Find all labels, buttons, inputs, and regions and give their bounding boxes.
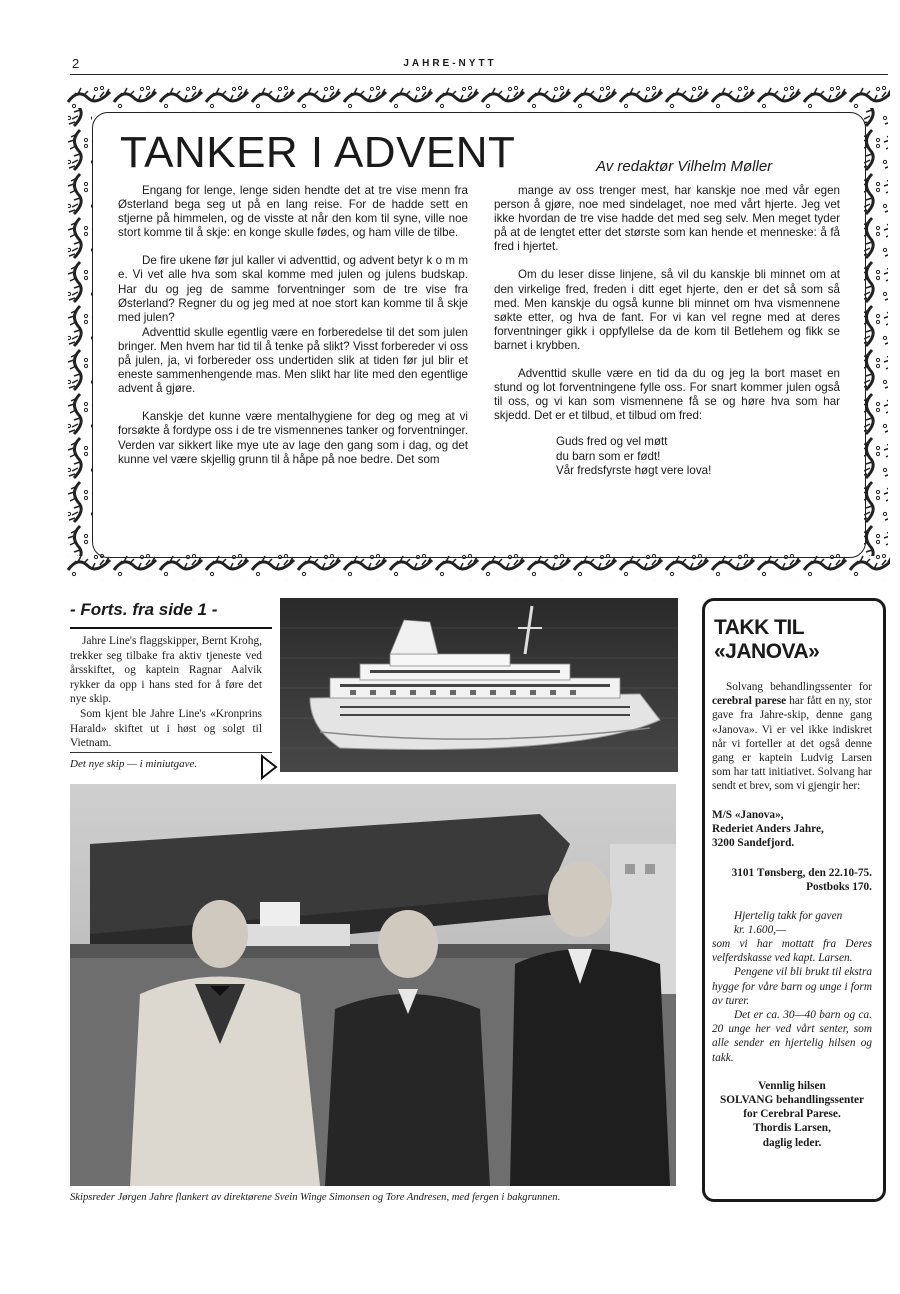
verse-line: Vår fredsfyrste høgt vere lova! <box>556 464 712 478</box>
signature-line: daglig leder. <box>762 1136 822 1149</box>
letter-signature <box>712 1079 872 1150</box>
continued-heading: - Forts. fra side 1 - <box>70 600 218 619</box>
group-photo-image <box>70 784 676 1186</box>
letter-amount: kr. 1.600,— <box>734 923 787 936</box>
date-line: Postboks 170. <box>806 881 872 894</box>
continued-text <box>70 634 262 751</box>
article-byline: Av redaktør Vilhelm Møller <box>596 158 773 175</box>
signature-line: Vennlig hilsen <box>758 1079 826 1092</box>
address-line: 3200 Sandefjord. <box>712 837 795 850</box>
continued-paragraph: Som kjent ble Jahre Line's «Kronprins Harald» skiftet ut i høst og solgt til Vietnam. <box>70 707 262 750</box>
article-paragraph: Engang for lenge, lenge siden hendte det at tre vise menn fra Østerland bega seg ut på en lang reise. For de hadde sett en stjerne på himmelen, og de visste at når den kom til syne, ville noe stort komme til å skje: en konge skulle fødes, og ham ville de tilbe. <box>118 184 468 240</box>
address-line: Rederiet Anders Jahre, <box>712 822 824 835</box>
ship-model-image <box>280 598 678 772</box>
ship-model-photo <box>280 598 678 772</box>
article-paragraph: Kanskje det kunne være mentalhygiene for deg og meg at vi forsøkte å fordype oss i de tre vismennenes tanker og forventninger. Verden var sikkert like mye ute av lage den gang som i dag, og det kunne vel være skjellig grunn til å håpe på noe bedre. Det som <box>118 410 468 466</box>
verse-line: du barn som er født! <box>556 449 661 463</box>
article-paragraph: Adventtid skulle være en tid da du og jeg la bort maset en stund og lot forventningene fylle oss. For snart kommer julen også til oss, og vi kan som vismennene få se og høre hva som har skjedd. Det er et tilbud, et tilbud om fred: <box>494 367 840 423</box>
letter-address <box>712 808 872 851</box>
date-line: 3101 Tønsberg, den 22.10-75. <box>731 867 872 880</box>
letter-title <box>714 616 819 664</box>
continued-rule <box>70 627 272 629</box>
letter-intro-text: har fått en ny, stor gave fra Jahre-skip, denne gang «Janova». Vi er vel ikke indiskret når vi forteller at det også denne gang er kaptein Ludvig Larsen som har tatt initiativet. Solvang har sendt et brev, som vi gjengir her: <box>712 695 872 793</box>
hymn-verse <box>556 435 840 479</box>
article-paragraph: Om du leser disse linjene, så vil du kanskje bli minnet om at den virkelige fred, freden i ditt eget hjerte, den er det så som så med. Men kanskje du også kunne bli minnet om hva vismennene søkte etter, og hva de fant. For vi kan vel regne med at deres forventninger gikk i oppfyllelse da de kom til Betlehem og fikk se barnet i krybben. <box>494 268 840 352</box>
article-paragraph: De fire ukene før jul kaller vi adventtid, og advent betyr k o m m e. Vi vet alle hva som skal komme med julen og julens budskap. Har du og jeg de samme forventninger som de tre vise fra Østerland? Regner du og jeg med at noe stort kan komme til å skje med julen? <box>118 254 468 324</box>
letter-paragraph: Hjertelig takk for gaven <box>734 909 843 922</box>
signature-line: SOLVANG behandlingssenter for Cerebral Parese. <box>719 1094 865 1121</box>
letter-body <box>712 680 872 1150</box>
signature-line: Thordis Larsen, <box>753 1122 831 1135</box>
verse-line: Guds fred og vel møtt <box>556 435 668 449</box>
letter-message <box>712 909 872 1065</box>
letter-intro <box>712 680 872 794</box>
letter-title-line: TAKK TIL <box>714 616 805 639</box>
letter-paragraph: Det er ca. 30—40 barn og ca. 20 unge her ved vårt senter, som alle sender en hjertelig hilsen og takk. <box>712 1009 872 1064</box>
article-title: TANKER I ADVENT <box>120 128 516 177</box>
ship-photo-caption: Det nye skip — i miniutgave. <box>70 758 198 770</box>
continued-paragraph: Jahre Line's flaggskipper, Bernt Krohg, trekker seg tilbake fra aktiv tjeneste ved årsskiftet, og kaptein Ragnar Aalvik rykker da opp i hans sted for å føre det nye skip. <box>70 635 262 706</box>
letter-date <box>712 866 872 894</box>
article-paragraph: Adventtid skulle egentlig være en forberedelse til det som julen bringer. Men hvem har tid til å tenke på slikt? Visst forbereder vi oss på julen, ja, vi forbereder oss undertiden slik at tiden før jul blir et eneste sammenhengende mas. Men slikt har lite med den egentlige advent å gjøre. <box>118 325 468 396</box>
arrow-right-icon <box>258 752 280 782</box>
letter-title-line: «JANOVA» <box>714 640 820 663</box>
article-paragraph: mange av oss trenger mest, har kanskje noe med vår egen person å gjøre, noe med sindelaget, noe med vårt hjerte. Jeg vet ikke hvordan de tre vise hadde det med seg selv. Men meget tyder på at de lengtet etter det største som kan hende et menneske: å få fred i hjertet. <box>494 184 840 254</box>
group-photo-caption: Skipsreder Jørgen Jahre flankert av direktørene Svein Winge Simonsen og Tore Andresen, med fergen i bakgrunnen. <box>70 1192 561 1203</box>
address-line: M/S «Janova», <box>712 808 784 821</box>
letter-intro-bold: cerebral parese <box>712 695 787 708</box>
publication-name: JAHRE-NYTT <box>403 58 497 69</box>
page-number: 2 <box>72 56 80 71</box>
letter-paragraph: som vi har mottatt fra Deres velferdskasse ved kapt. Larsen. <box>712 938 872 965</box>
group-photo <box>70 784 676 1186</box>
continued-separator <box>70 752 272 753</box>
letter-intro-text: Solvang behandlingssenter for <box>726 681 872 693</box>
header-rule <box>70 74 888 75</box>
article-column-left <box>118 184 468 481</box>
article-column-right <box>494 184 840 479</box>
letter-paragraph: Pengene vil bli brukt til ekstra hygge for våre barn og unge i form av turer. <box>712 966 872 1007</box>
